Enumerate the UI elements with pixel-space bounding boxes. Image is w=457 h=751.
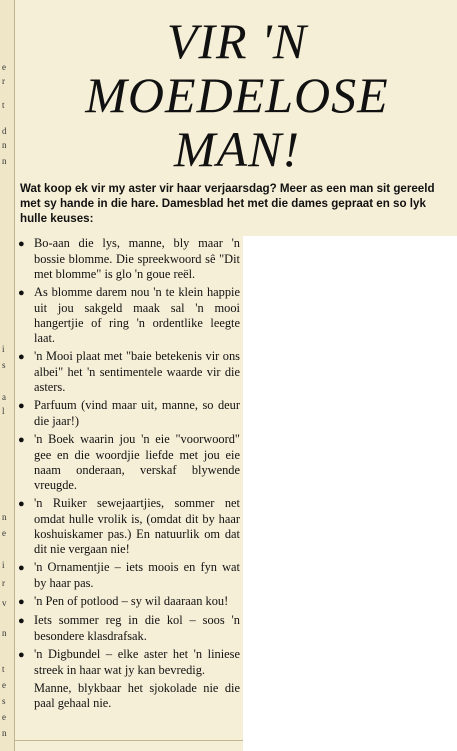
margin-fragment: s [2,696,6,706]
margin-fragment: e [2,680,6,690]
margin-fragment: e [2,62,6,72]
margin-fragment: n [2,728,7,738]
headline-line-3: MAN! [173,121,301,177]
list-item [18,496,240,557]
bullet-icon: ● [18,238,25,250]
list-item-text: 'n Pen of potlood – sy wil daaraan kou! [34,594,229,608]
bullet-icon: ● [18,351,25,363]
margin-fragment: s [2,360,6,370]
adjacent-column-edge [0,0,15,751]
closing-paragraph: Manne, blykbaar het sjokolade nie die paal gehaal nie. [34,681,240,710]
article-body-column [18,236,240,711]
bullet-icon: ● [18,596,25,608]
bullet-icon: ● [18,434,25,446]
list-item-text: Iets sommer reg in die kol – soos 'n besondere klasdrafsak. [34,613,240,643]
intro-paragraph: Wat koop ek vir my aster vir haar verjaarsdag? Meer as een man sit gereeld met sy hande in die hare. Damesblad het met die dames gepraat en so lyk hulle keuses: [20,182,435,225]
list-item-text: 'n Mooi plaat met "baie betekenis vir ons albei" het 'n sentimentele waarde vir die asters. [34,349,240,394]
list-item [18,349,240,395]
list-item-text: Bo-aan die lys, manne, bly maar 'n bossie blomme. Die spreekwoord sê "Dit met blomme" is glo 'n goue reël. [34,236,240,281]
margin-fragment: a [2,392,6,402]
list-item [18,613,240,644]
bullet-icon: ● [18,615,25,627]
margin-fragment: r [2,578,5,588]
margin-fragment: d [2,126,7,136]
margin-fragment: n [2,628,7,638]
list-item [18,398,240,429]
margin-fragment: e [2,528,6,538]
list-item [18,236,240,282]
bullet-icon: ● [18,287,25,299]
list-item [18,594,240,610]
list-item [18,560,240,591]
list-item-text: 'n Ruiker sewejaartjies, sommer net omdat hulle vrolik is, (omdat dit by haar koshuiskamer pas.) En natuurlik om dat dit nie vergaan nie! [34,496,240,556]
list-item [18,432,240,493]
margin-fragment: l [2,406,5,416]
list-item-text: Parfuum (vind maar uit, manne, so deur die jaar!) [34,398,240,428]
list-item-text: 'n Digbundel – elke aster het 'n liniese streek in haar wat jy kan bevredig. [34,647,240,677]
margin-fragment: r [2,76,5,86]
bullet-icon: ● [18,649,25,661]
margin-fragment: n [2,512,7,522]
headline-line-1: VIR 'N [166,13,308,69]
list-item-text: 'n Boek waarin jou 'n eie "voorwoord" gee en die woordjie liefde met jou eie naam onderaan, verskaf blywende vreugde. [34,432,240,492]
bullet-icon: ● [18,562,25,574]
list-item-text: 'n Ornamentjie – iets moois en fyn wat by haar pas. [34,560,240,590]
margin-fragment: e [2,712,6,722]
margin-fragment: t [2,664,5,674]
margin-fragment: t [2,100,5,110]
bottom-divider [14,740,243,741]
list-item-text: As blomme darem nou 'n te klein happie uit jou sakgeld maak sal 'n mooi hangertjie of ring 'n ordentlike leegte laat. [34,285,240,345]
margin-fragment: n [2,156,7,166]
margin-fragment: i [2,344,5,354]
headline [24,14,450,176]
margin-fragment: i [2,560,5,570]
headline-line-2: MOEDELOSE [85,67,389,123]
list-item [18,285,240,346]
bullet-icon: ● [18,400,25,412]
empty-area [243,236,457,751]
bullet-icon: ● [18,498,25,510]
list-item [18,647,240,678]
margin-fragment: v [2,598,7,608]
margin-fragment: n [2,140,7,150]
